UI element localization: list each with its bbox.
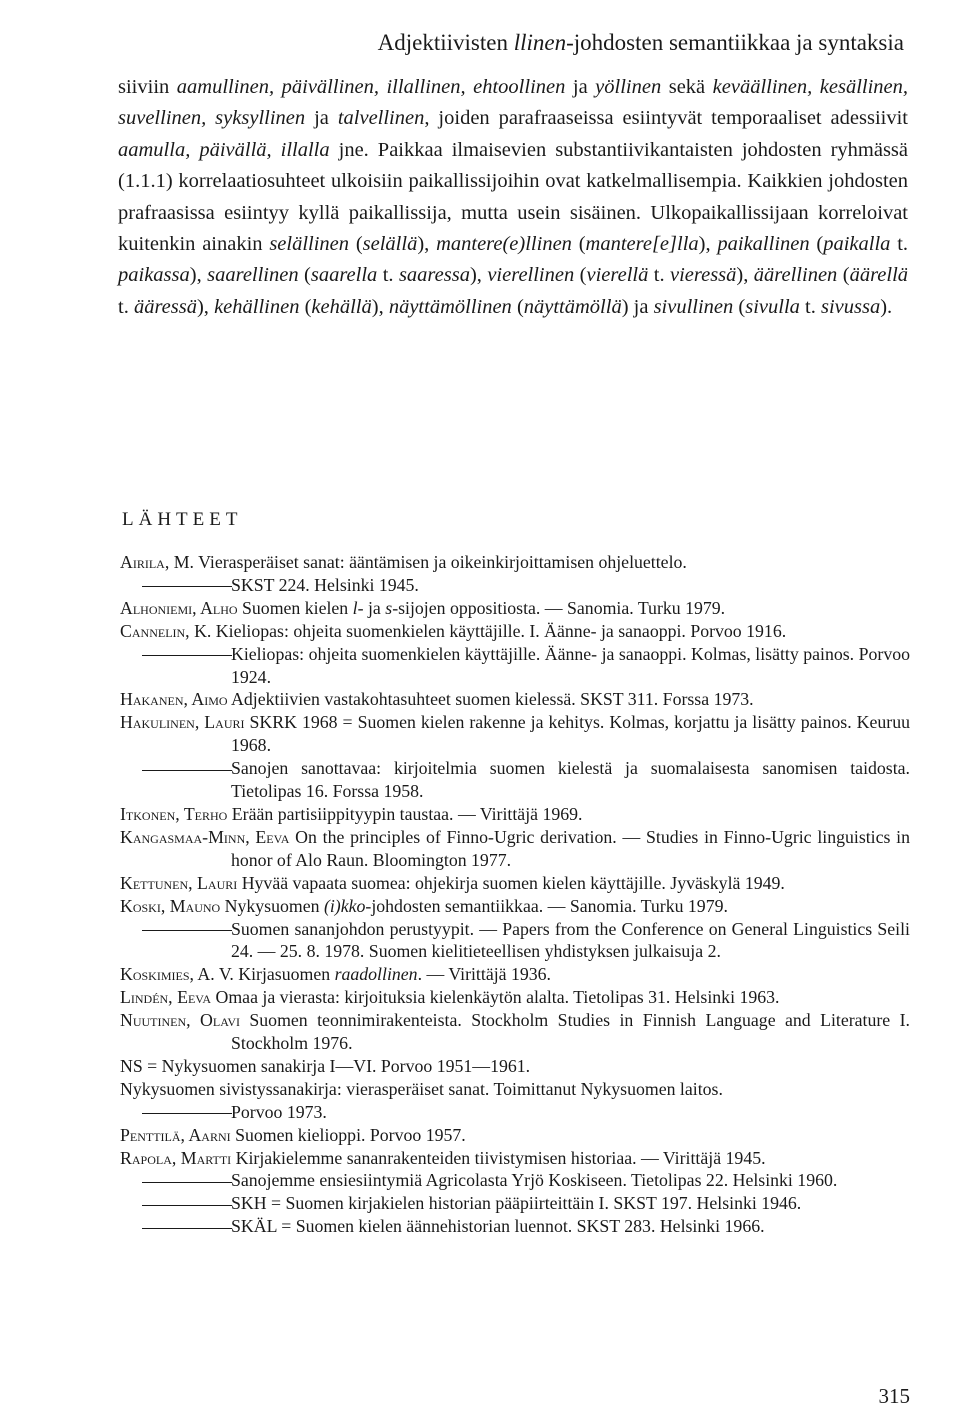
italic-term: saarella	[310, 264, 378, 287]
text-segment: ),	[469, 264, 488, 287]
reference-text: Nykysuomen	[220, 895, 324, 916]
reference-entry	[120, 1124, 910, 1147]
running-head-italic: llinen	[513, 30, 567, 55]
italic-term: ääressä	[133, 295, 197, 318]
italic-term: näyttämöllinen	[388, 295, 512, 318]
reference-text: SKÄL = Suomen kielen äännehistorian luennot. SKST 283. Helsinki 1966.	[231, 1216, 765, 1237]
section-heading: LÄHTEET	[122, 509, 243, 530]
italic-term: vieressä	[670, 264, 737, 287]
reference-author: Kettunen, Lauri	[120, 872, 238, 893]
page-number: 315	[878, 1384, 910, 1408]
italic-term: paikalla	[823, 233, 891, 256]
ditto-dash	[120, 757, 231, 780]
ditto-dash	[120, 1101, 231, 1124]
italic-term: selällinen	[269, 233, 350, 256]
reference-author: Nuutinen, Olavi	[120, 1010, 240, 1031]
reference-entry	[120, 1215, 910, 1238]
text-segment: t.	[377, 264, 399, 287]
running-head-part1: Adjektiivisten	[377, 30, 514, 55]
text-segment: ),	[371, 295, 389, 318]
text-segment: (	[298, 264, 311, 287]
reference-text: Suomen kielen	[237, 597, 353, 618]
reference-entry	[120, 551, 910, 574]
reference-author: Rapola, Martti	[120, 1147, 232, 1168]
text-segment: ),	[736, 264, 754, 287]
italic-term: paikassa	[118, 264, 190, 287]
reference-author: Penttilä, Aarni	[120, 1124, 231, 1145]
reference-text: -sijojen oppositiosta. — Sanomia. Turku 1979.	[392, 597, 726, 618]
text-segment: (	[511, 295, 524, 318]
reference-italic: l	[352, 597, 358, 618]
text-segment: t.	[890, 233, 909, 256]
ditto-dash	[120, 1169, 231, 1192]
reference-text: Kirjasuomen	[233, 964, 335, 985]
reference-text: Porvoo 1973.	[231, 1101, 327, 1122]
reference-text: Kieliopas: ohjeita suomenkielen käyttäjille. I. Äänne- ja sanaoppi. Porvoo 1916.	[211, 620, 787, 641]
reference-entry	[120, 1101, 910, 1124]
text-segment: , joiden parafraaseissa esiintyvät temporaaliset adessiivit	[424, 107, 908, 130]
reference-text: On the principles of Finno-Ugric derivation. — Studies in Finno-Ugric linguistics in honor of Alo Raun. Bloomington 1977.	[231, 826, 911, 870]
reference-text: Sanojemme ensiesiintymiä Agricolasta Yrjö Koskiseen. Tietolipas 22. Helsinki 1960.	[231, 1170, 838, 1191]
reference-text: SKRK 1968 = Suomen kielen rakenne ja kehitys. Kolmas, korjattu ja lisätty painos. Keuruu 1968.	[231, 712, 910, 756]
italic-term: keväällinen, kesällinen, suvellinen, syksyllinen	[118, 76, 908, 130]
running-head	[378, 30, 904, 56]
text-segment: ja	[565, 76, 596, 98]
text-segment: ),	[189, 264, 208, 287]
reference-italic: raadollinen	[334, 964, 418, 985]
text-segment: t.	[648, 264, 670, 287]
body-paragraph	[118, 72, 908, 323]
italic-term: vierellinen	[487, 264, 575, 287]
italic-term: äärellinen	[753, 264, 838, 287]
reference-entry	[120, 1009, 910, 1055]
text-segment: jne. Paikkaa ilmaisevien substantiivikantaisten johdosten ryhmässä (1.1.1) korrelaatiosuhteet ulkoisiin paikallissijoihin ovat katkelmallisempia. Kaikkien johdosten prafraasissa esiintyy kyllä paikallissija, mutta usein sisäinen. Ulkopaikallissijaan korreloivat kuitenkin ainakin	[118, 138, 908, 256]
ditto-dash	[120, 1215, 231, 1238]
italic-term: sivulla	[745, 295, 800, 318]
text-segment: siiviin	[118, 76, 177, 98]
reference-entry	[120, 1147, 910, 1170]
text-segment: ),	[417, 233, 437, 256]
reference-author: Airila, M.	[120, 552, 194, 572]
reference-entry	[120, 963, 910, 986]
reference-entry	[120, 1055, 910, 1078]
text-segment: (	[837, 264, 850, 287]
reference-text: SKST 224. Helsinki 1945.	[231, 574, 419, 595]
text-segment: (	[574, 264, 587, 287]
text-segment: ).	[880, 295, 893, 318]
italic-term: mantere[e]lla	[585, 233, 699, 256]
italic-term: kehällinen	[214, 295, 300, 318]
italic-term: näyttämöllä	[523, 295, 622, 318]
reference-entry	[120, 1078, 910, 1101]
text-segment: sekä	[661, 76, 713, 98]
italic-term: paikallinen	[717, 233, 810, 256]
reference-text: Adjektiivien vastakohtasuhteet suomen kielessä. SKST 311. Forssa 1973.	[227, 689, 754, 710]
reference-text: SKH = Suomen kirjakielen historian pääpiirteittäin I. SKST 197. Helsinki 1946.	[231, 1193, 802, 1214]
text-segment: ),	[196, 295, 215, 318]
reference-list	[120, 551, 910, 1238]
italic-term: saaressa	[398, 264, 470, 287]
reference-text: Sanojen sanottavaa: kirjoitelmia suomen kielestä ja suomalaisesta sanomisen taidosta. Tietolipas 16. Forssa 1958.	[231, 758, 910, 802]
italic-term: aamulla, päivällä, illalla	[118, 138, 330, 161]
reference-author: Kangasmaa-Minn, Eeva	[120, 826, 290, 847]
reference-text: - ja	[357, 597, 386, 618]
reference-entry	[120, 1192, 910, 1215]
reference-text: Hyvää vapaata suomea: ohjekirja suomen kielen käyttäjille. Jyväskylä 1949.	[237, 872, 785, 893]
reference-author: Hakanen, Aimo	[120, 689, 228, 710]
ditto-dash	[120, 1192, 231, 1215]
reference-entry	[120, 757, 910, 803]
reference-text: Suomen kielioppi. Porvoo 1957.	[230, 1124, 466, 1145]
ditto-dash	[120, 574, 231, 597]
reference-text: Suomen teonnimirakenteista. Stockholm Studies in Finnish Language and Literature I. Stockholm 1976.	[231, 1010, 910, 1054]
reference-text: Kirjakielemme sananrakenteiden tiivistymisen historiaa. — Virittäjä 1945.	[231, 1147, 766, 1168]
italic-term: mantere(e)llinen	[436, 233, 572, 256]
text-segment: ja	[305, 107, 338, 130]
italic-term: vierellä	[586, 264, 649, 287]
reference-text: -johdosten semantiikkaa. — Sanomia. Turku 1979.	[365, 895, 728, 916]
reference-entry	[120, 688, 910, 711]
reference-entry	[120, 597, 910, 620]
reference-text: Nykysuomen sivistyssanakirja: vierasperäiset sanat. Toimittanut Nykysuomen laitos.	[120, 1078, 723, 1099]
italic-term: saarellinen	[207, 264, 299, 287]
reference-entry	[120, 620, 910, 643]
text-segment: t.	[118, 295, 134, 318]
text-segment: t.	[799, 295, 821, 318]
running-head-part2: -johdosten semantiikkaa ja syntaksia	[566, 30, 904, 55]
reference-author: Itkonen, Terho	[120, 803, 228, 824]
reference-text: Vierasperäiset sanat: ääntämisen ja oikeinkirjoittamisen ohjeluettelo.	[193, 552, 687, 572]
italic-term: sivussa	[821, 295, 881, 318]
reference-entry	[120, 826, 910, 872]
reference-entry	[120, 643, 910, 689]
ditto-dash	[120, 643, 231, 666]
reference-text: Suomen sananjohdon perustyypit. — Papers from the Conference on General Linguistics Seili 24. — 25. 8. 1978. Suomen kielitieteellisen yhdistyksen julkaisuja 2.	[231, 918, 910, 962]
italic-term: kehällä	[311, 295, 372, 318]
text-segment: (	[299, 295, 312, 318]
reference-author: Koski, Mauno	[120, 895, 221, 916]
ditto-dash	[120, 918, 231, 941]
italic-term: talvellinen	[337, 107, 425, 130]
reference-text: . — Virittäjä 1936.	[417, 964, 551, 985]
reference-text: Erään partisiippityypin taustaa. — Virittäjä 1969.	[227, 803, 583, 824]
reference-entry	[120, 918, 910, 964]
reference-entry	[120, 1169, 910, 1192]
reference-author: Hakulinen, Lauri	[120, 712, 245, 733]
reference-text: Omaa ja vierasta: kirjoituksia kielenkäytön alalta. Tietolipas 31. Helsinki 1963.	[211, 987, 780, 1008]
reference-entry	[120, 895, 910, 918]
reference-italic: (i)kko	[323, 895, 366, 916]
reference-author: Cannelin, K.	[120, 620, 212, 641]
reference-entry	[120, 803, 910, 826]
text-segment: (	[733, 295, 746, 318]
italic-term: selällä	[362, 233, 418, 256]
italic-term: yöllinen	[595, 76, 662, 98]
reference-text: Kieliopas: ohjeita suomenkielen käyttäjille. Äänne- ja sanaoppi. Kolmas, lisätty painos. Porvoo 1924.	[231, 643, 910, 687]
text-segment: ),	[698, 233, 718, 256]
reference-author: Lindén, Eeva	[120, 987, 212, 1008]
text-segment: ) ja	[621, 295, 654, 318]
italic-term: äärellä	[849, 264, 909, 287]
reference-entry	[120, 574, 910, 597]
italic-term: aamullinen, päivällinen, illallinen, ehtoollinen	[176, 76, 566, 98]
reference-italic: s	[385, 597, 393, 618]
reference-author: Alhoniemi, Alho	[120, 597, 238, 618]
text-segment: (	[571, 233, 586, 256]
italic-term: sivullinen	[653, 295, 734, 318]
text-segment: (	[349, 233, 363, 256]
text-segment: (	[809, 233, 824, 256]
reference-text: NS = Nykysuomen sanakirja I—VI. Porvoo 1951—1961.	[120, 1055, 531, 1076]
reference-entry	[120, 711, 910, 757]
reference-entry	[120, 872, 910, 895]
reference-entry	[120, 986, 910, 1009]
reference-author: Koskimies, A. V.	[120, 964, 234, 985]
